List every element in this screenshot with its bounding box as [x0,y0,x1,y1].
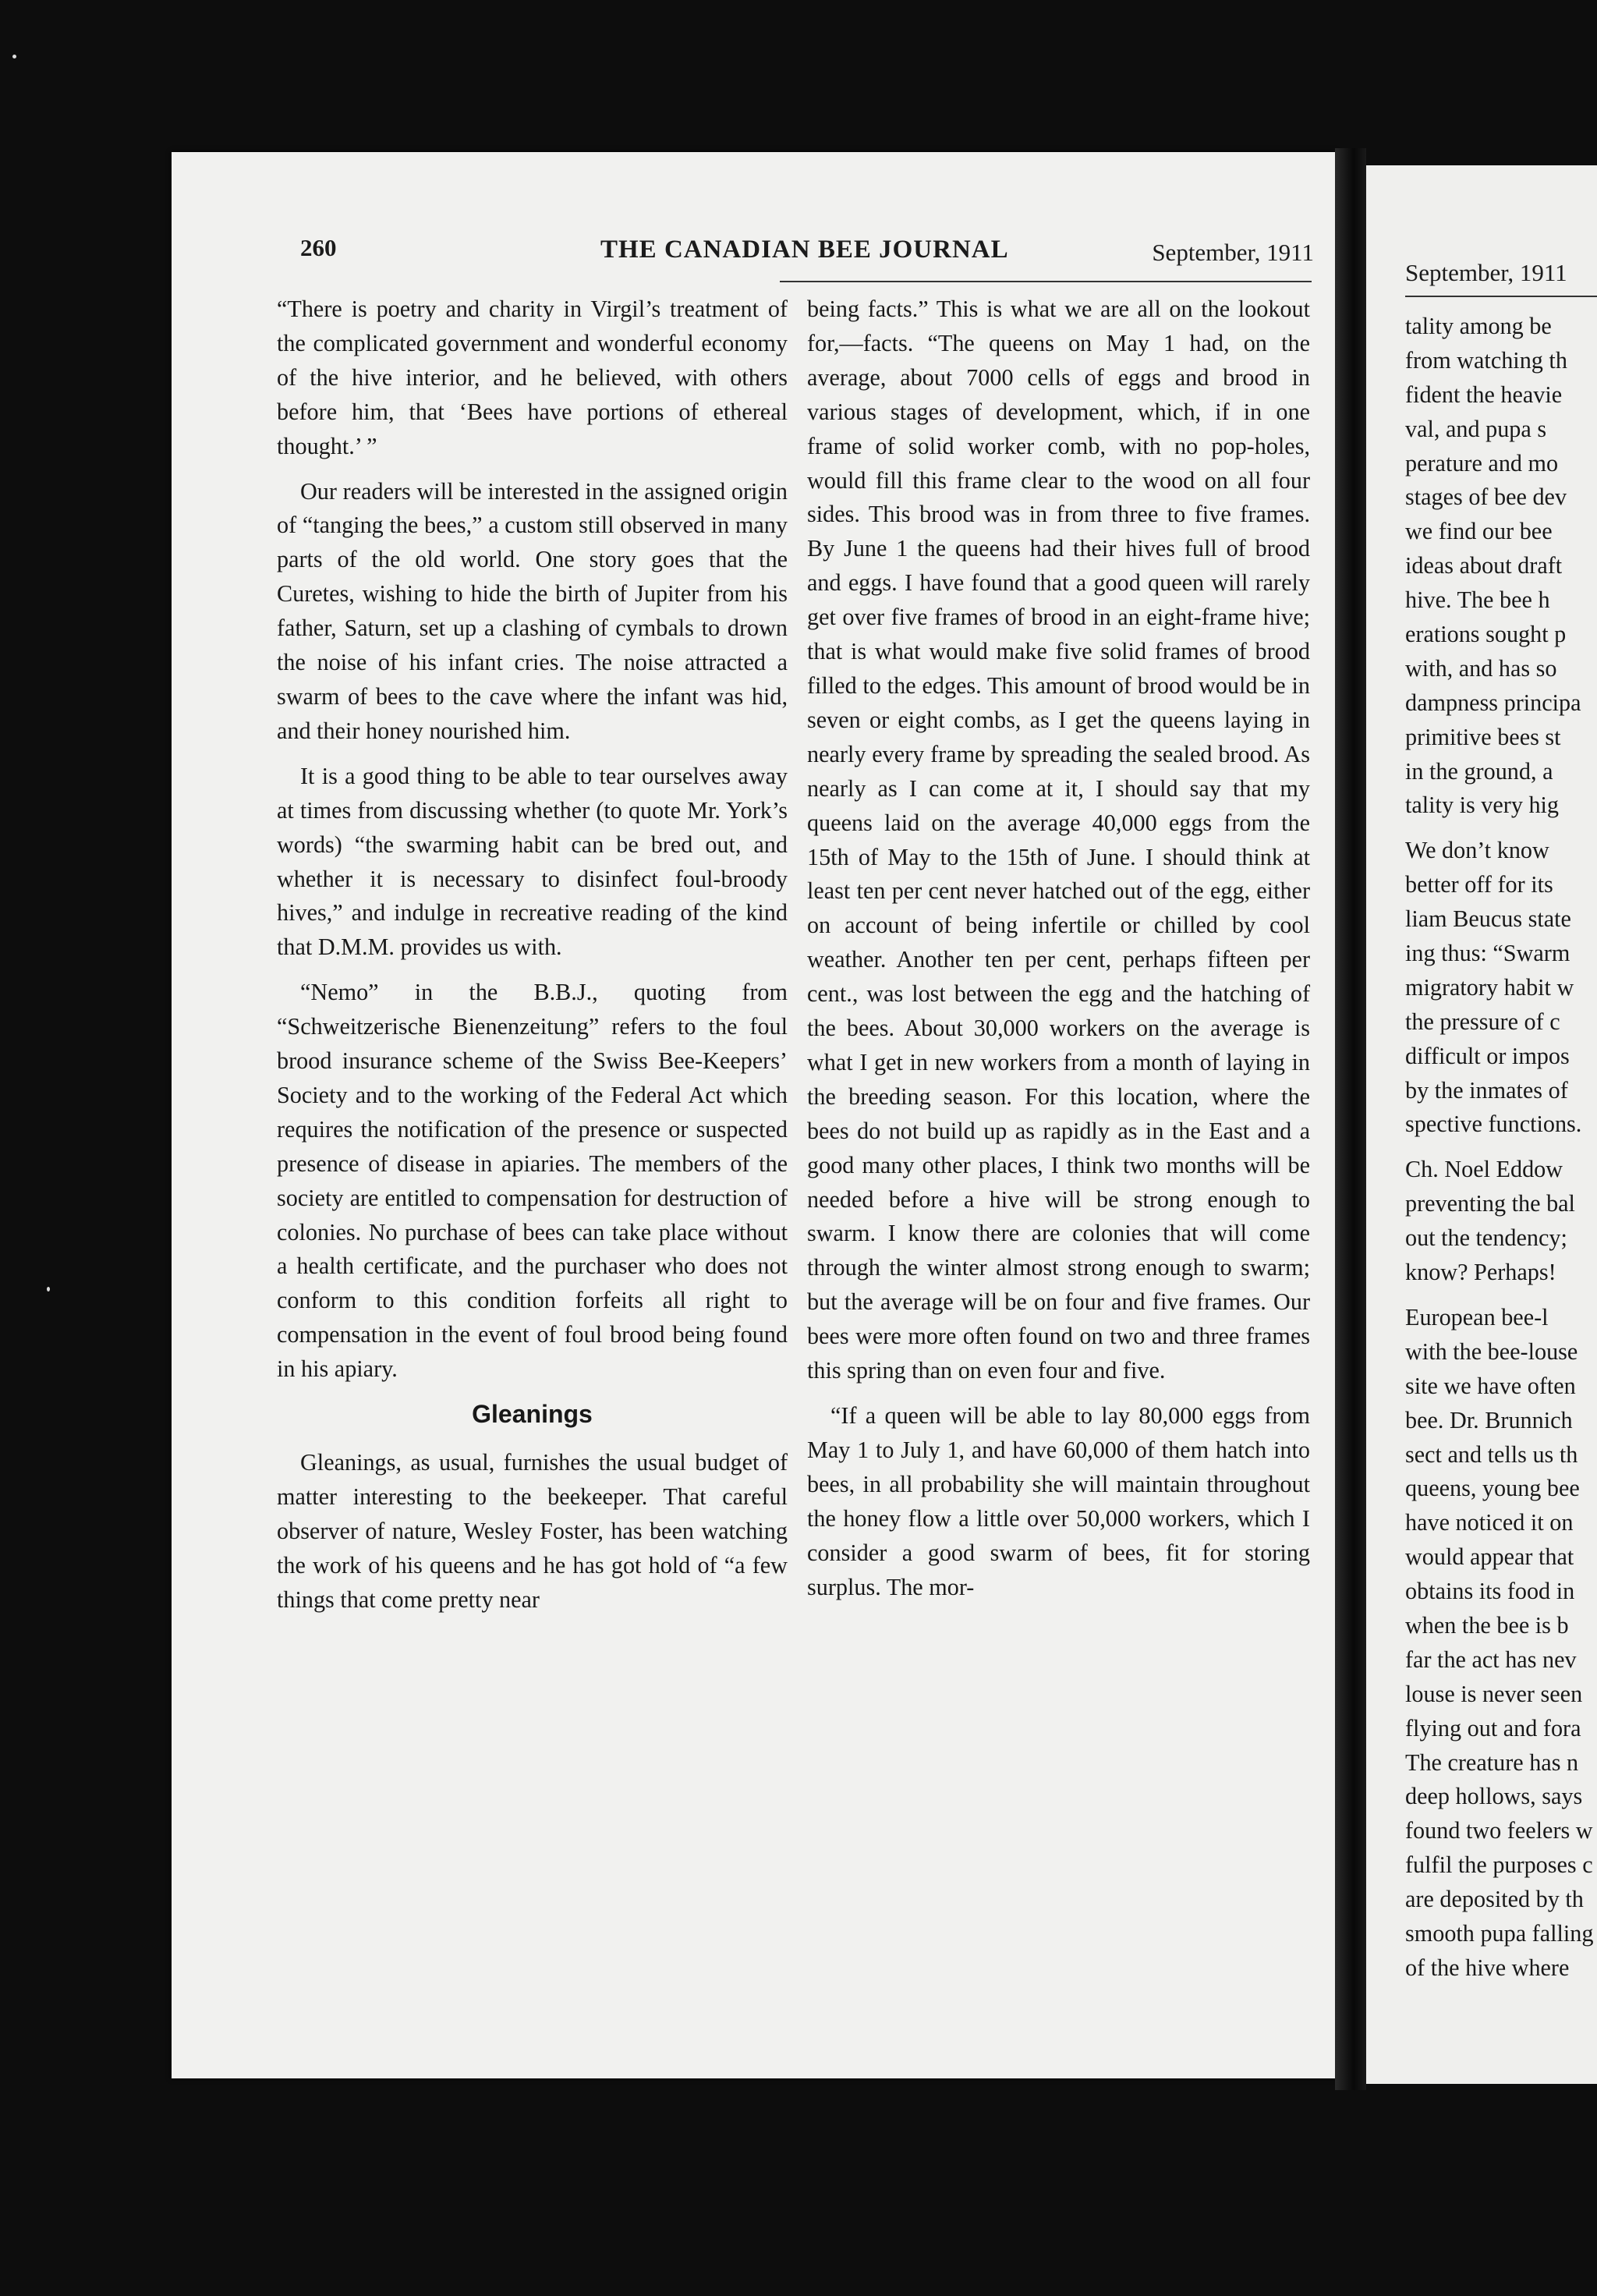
section-heading: Gleanings [472,1400,593,1429]
next-page-line: ing thus: “Swarm [1405,940,1570,967]
next-page-line: queens, young bee [1405,1475,1580,1502]
next-page-date: September, 1911 [1405,259,1567,286]
next-page-line: better off for its [1405,871,1553,898]
next-page-line: ideas about draft [1405,552,1563,579]
next-page-line: out the tendency; [1405,1224,1567,1252]
page-header [300,234,1314,281]
next-page-line: obtains its food in [1405,1578,1575,1605]
next-page-line: liam Beucus state [1405,905,1571,933]
paragraph: Gleanings, as usual, furnishes the usual budget of matter interesting to the beekeeper. That careful observer of nature, Wesley Foster, has been watching the work of his queens and he has got hold of “a few things that come pretty near [277,1449,788,1613]
paragraph: being facts.” This is what we are all on the lookout for,—facts. “The queens on May 1 had, on the average, about 7000 cells of eggs and brood in various stages of development, which, if in one frame of solid worker comb, with no pop-holes, would fill this frame clear to the wood on all four sides. This brood was in from three to five frames. By June 1 the queens had their hives full of brood and eggs. I have found that a good queen will rarely get over five frames of brood in an eight-frame hive; that is what would make five solid frames of brood filled to the edges. This amount of brood would be in seven or eight combs, as I get the queens laying in nearly every frame by spreading the sealed brood. As nearly as I can come at it, I should say that my queens laid on the average 40,000 eggs from the 15th of May to the 15th of June. I should think at least ten per cent never hatched out of the egg, either on account of being infertile or chilled by cool weather. Another ten per cent, perhaps fifteen per cent., was lost between the egg and the hatching of the bees. About 30,000 workers on the average is what I get in new workers from a month of laying in the breeding season. For this location, where the bees do not build up as rapidly as in the East and a good many other places, I think two months will be needed before a hive will be strong enough to swarm. I know there are colonies that will come through the winter almost strong enough to swarm; but the average will be on four and five frames. Our bees were more often found on two and three frames this spring than on even four and five. [807,296,1310,1384]
next-page-line: smooth pupa falling [1405,1919,1594,1947]
next-page-line: with, and has so [1405,654,1557,682]
next-page-line: dampness principa [1405,689,1581,716]
dust-speck [12,55,16,58]
next-page-rule [1405,296,1597,297]
next-page-line: sect and tells us th [1405,1440,1578,1468]
next-page-line: val, and pupa s [1405,415,1547,442]
next-page-line: know? Perhaps! [1405,1259,1556,1286]
next-page-line: would appear that [1405,1543,1574,1571]
next-page-line: hive. The bee h [1405,586,1550,614]
next-page-line: deep hollows, says [1405,1783,1583,1810]
next-page-line: European bee-l [1405,1303,1549,1330]
next-page-line: migratory habit w [1405,973,1574,1001]
next-page-line: by the inmates of [1405,1076,1568,1104]
next-page-line: Ch. Noel Eddow [1405,1156,1563,1183]
page-number: 260 [300,234,337,261]
next-page-line: of the hive where [1405,1954,1570,1981]
paragraph: It is a good thing to be able to tear ourselves away at times from discussing whether (to quote Mr. York’s words) “the swarming habit can be bred out, and whether it is necessary to disinfect foul-broody hives,” and indulge in recreative reading of the kind that D.M.M. provides us with. [277,762,788,961]
journal-title: THE CANADIAN BEE JOURNAL [600,236,1009,264]
next-page-line: with the bee-louse [1405,1338,1578,1365]
next-page-line: tality among be [1405,313,1552,339]
issue-date: September, 1911 [1152,239,1314,266]
next-page-line: in the ground, a [1405,757,1553,785]
left-column [277,292,788,1617]
next-page-line: we find our bee [1405,518,1553,545]
next-page-line: bee. Dr. Brunnich [1405,1406,1573,1433]
next-page-line: when the bee is b [1405,1611,1569,1639]
next-page-line: The creature has n [1405,1749,1579,1776]
paragraph: “There is poetry and charity in Virgil’s treatment of the complicated government and wonderful economy of the hive interior, and he believed, with others before him, that ‘Bees have portions of ethereal thought.’ ” [277,296,788,459]
right-page-partial [1366,165,1597,2084]
next-page-line: are deposited by th [1405,1886,1584,1913]
dust-speck [47,1287,50,1292]
next-page-line: far the act has nev [1405,1646,1577,1673]
next-page-line: stages of bee dev [1405,484,1567,511]
next-page-line: erations sought p [1405,621,1567,648]
next-page-line: found two feelers w [1405,1817,1593,1844]
next-page-line: primitive bees st [1405,723,1561,750]
next-page-line: fulfil the purposes c [1405,1851,1593,1879]
paragraph: “If a queen will be able to lay 80,000 eggs from May 1 to July 1, and have 60,000 of them hatch into bees, in all probability she will maintain throughout the honey flow a little over 50,000 workers, which I consider a good swarm of bees, fit for storing surplus. The mor- [807,1402,1310,1600]
next-page-line: flying out and fora [1405,1714,1581,1741]
paragraph: “Nemo” in the B.B.J., quoting from “Schweitzerische Bienenzeitung” refers to the foul brood insurance scheme of the Swiss Bee-Keepers’ Society and to the working of the Federal Act which requires the notification of the presence or suspected presence of disease in apiaries. The members of the society are entitled to compensation for destruction of colonies. No purchase of bees can take place without a health certificate, and the purchaser who does not conform to this condition forfeits all right to compensation in the event of foul brood being found in his apiary. [277,979,788,1383]
next-page-line: We don’t know [1405,837,1549,864]
paragraph: Our readers will be interested in the assigned origin of “tanging the bees,” a custom still observed in many parts of the old world. One story goes that the Curetes, wishing to hide the birth of Jupiter from his father, Saturn, set up a clashing of cymbals to drown the noise of his infant cries. The noise attracted a swarm of bees to the cave where the infant was hid, and their honey nourished him. [277,477,788,744]
next-page-line: have noticed it on [1405,1509,1574,1536]
next-page-line: site we have often [1405,1372,1576,1399]
next-page-line: the pressure of c [1405,1008,1560,1035]
next-page-line: spective functions. [1405,1111,1582,1138]
next-page-line: tality is very hig [1405,792,1560,819]
header-rule [780,281,1312,282]
next-page-line: preventing the bal [1405,1190,1575,1217]
book-gutter [1335,148,1366,2090]
next-page-line: from watching th [1405,346,1567,374]
next-page-line: difficult or impos [1405,1042,1570,1069]
next-page-text [1405,310,1597,1986]
right-column [807,292,1310,1604]
next-page-line: perature and mo [1405,449,1559,477]
next-page-line: fident the heavie [1405,381,1563,408]
next-page-line: louse is never seen [1405,1680,1583,1707]
